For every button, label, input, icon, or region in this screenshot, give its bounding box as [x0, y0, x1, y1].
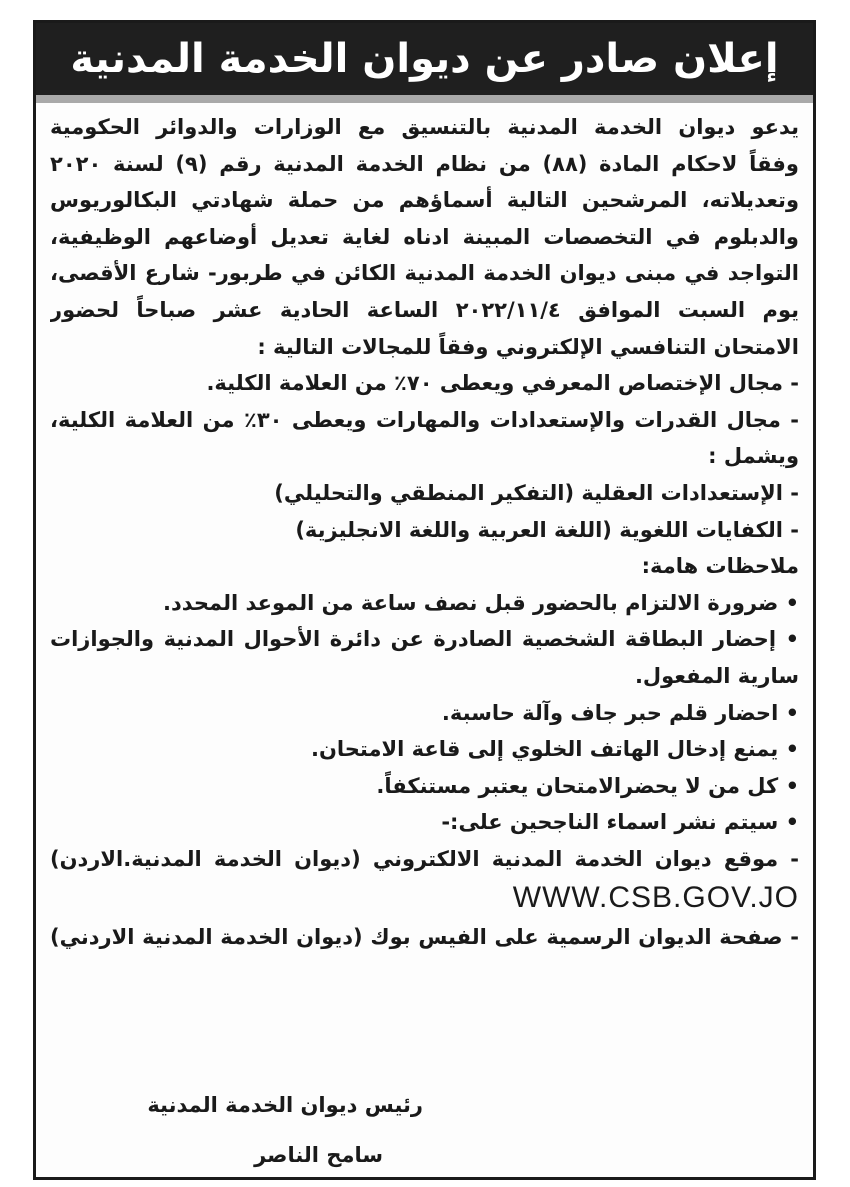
title-divider [36, 95, 813, 103]
facebook-line: - صفحة الديوان الرسمية على الفيس بوك (ديوان الخدمة المدنية الاردني) [50, 925, 799, 950]
note-item: • كل من لا يحضرالامتحان يعتبر مستنكفاً. [376, 773, 799, 798]
note-item: - موقع ديوان الخدمة المدنية الالكتروني (ديوان الخدمة المدنية.الاردن) [50, 846, 799, 871]
website-url: WWW.CSB.GOV.JO [512, 881, 799, 915]
intro-line: يوم السبت الموافق ٢٠٢٢/١١/٤ الساعة الحادية عشر صباحاً لحضور [50, 297, 799, 322]
field-item: ويشمل : [708, 444, 799, 469]
intro-line: والدبلوم في التخصصات المبينة ادناه لغاية تعديل أوضاعهم الوظيفية، [50, 224, 799, 249]
field-item: - مجال الإختصاص المعرفي ويعطى ٧٠٪ من العلامة الكلية. [206, 371, 799, 396]
note-item: • يمنع إدخال الهاتف الخلوي إلى قاعة الامتحان. [310, 737, 799, 762]
signature-name: سامح الناصر [254, 1143, 383, 1167]
note-item: • سيتم نشر اسماء الناجحين على:- [441, 810, 799, 835]
intro-line: الامتحان التنافسي الإلكتروني وفقاً للمجالات التالية : [257, 334, 799, 359]
field-item: - الكفايات اللغوية (اللغة العربية واللغة الانجليزية) [295, 517, 799, 542]
notice-body [50, 109, 799, 956]
note-item: • ضرورة الالتزام بالحضور قبل نصف ساعة من الموعد المحدد. [163, 590, 799, 615]
intro-line: يدعو ديوان الخدمة المدنية بالتنسيق مع الوزارات والدوائر الحكومية [50, 115, 799, 139]
intro-line: وتعديلاته، المرشحين التالية أسماؤهم من حملة شهادتي البكالوريوس [50, 188, 799, 213]
note-item: • احضار قلم حبر جاف وآلة حاسبة. [441, 700, 799, 725]
intro-line: التواجد في مبنى ديوان الخدمة المدنية الكائن في طربور- شارع الأقصى، [50, 261, 799, 286]
note-item: سارية المفعول. [634, 663, 799, 688]
field-item: - الإستعدادات العقلية (التفكير المنطقي والتحليلي) [274, 480, 799, 505]
notice-title: إعلان صادر عن ديوان الخدمة المدنية [36, 23, 813, 95]
field-item: - مجال القدرات والإستعدادات والمهارات ويعطى ٣٠٪ من العلامة الكلية، [50, 407, 799, 432]
notes-heading: ملاحظات هامة: [641, 554, 799, 579]
note-item: • إحضار البطاقة الشخصية الصادرة عن دائرة الأحوال المدنية والجوازات [50, 627, 799, 652]
intro-line: وفقاً لاحكام المادة (٨٨) من نظام الخدمة المدنية رقم (٩) لسنة ٢٠٢٠ [50, 151, 799, 176]
notice-frame [33, 20, 816, 1180]
signature-title: رئيس ديوان الخدمة المدنية [147, 1093, 423, 1117]
